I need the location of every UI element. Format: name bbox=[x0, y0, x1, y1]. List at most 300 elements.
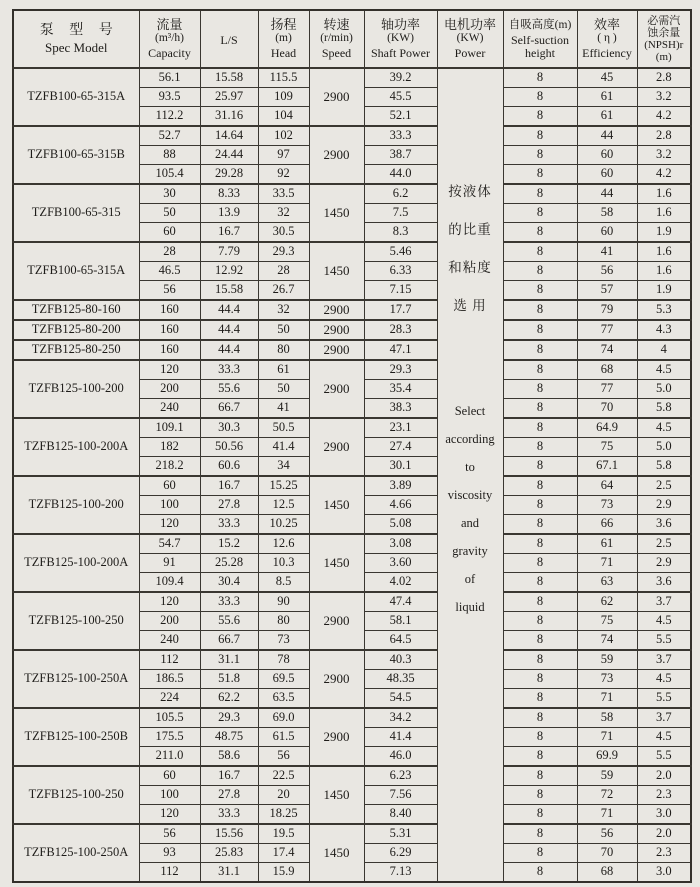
header-head-unit: (m) bbox=[275, 32, 292, 44]
head-cell: 78 bbox=[258, 650, 309, 670]
self-suction-cell: 8 bbox=[503, 204, 577, 223]
shaft-power-cell: 8.3 bbox=[364, 223, 437, 243]
npsh-cell: 4.5 bbox=[637, 670, 691, 689]
table-row bbox=[13, 68, 691, 88]
capacity-cell: 88 bbox=[139, 146, 200, 165]
shaft-power-cell: 58.1 bbox=[364, 612, 437, 631]
shaft-power-cell: 6.23 bbox=[364, 766, 437, 786]
table-row bbox=[13, 418, 691, 438]
header-suction-cn: 自吸高度(m) bbox=[508, 18, 572, 31]
head-cell: 92 bbox=[258, 165, 309, 185]
efficiency-cell: 60 bbox=[577, 165, 637, 185]
self-suction-cell: 8 bbox=[503, 689, 577, 709]
ls-cell: 31.1 bbox=[200, 650, 258, 670]
capacity-cell: 112.2 bbox=[139, 107, 200, 127]
shaft-power-cell: 46.0 bbox=[364, 747, 437, 767]
header-speed-cn: 转速 bbox=[323, 17, 350, 32]
capacity-cell: 56 bbox=[139, 281, 200, 301]
npsh-cell: 3.2 bbox=[637, 88, 691, 107]
ls-cell: 24.44 bbox=[200, 146, 258, 165]
ls-cell: 15.2 bbox=[200, 534, 258, 554]
head-cell: 80 bbox=[258, 612, 309, 631]
header-head bbox=[258, 10, 309, 68]
header-npsh-en: (NPSH)r bbox=[644, 39, 684, 51]
self-suction-cell: 8 bbox=[503, 146, 577, 165]
header-efficiency bbox=[577, 10, 637, 68]
model-cell: TZFB125-100-200 bbox=[13, 360, 139, 418]
head-cell: 8.5 bbox=[258, 573, 309, 593]
npsh-cell: 2.0 bbox=[637, 766, 691, 786]
capacity-cell: 30 bbox=[139, 184, 200, 204]
capacity-cell: 160 bbox=[139, 320, 200, 340]
power-note-cn-line: 选 用 bbox=[453, 298, 487, 313]
self-suction-cell: 8 bbox=[503, 165, 577, 185]
power-note-en-line: Select bbox=[454, 404, 486, 418]
npsh-cell: 5.8 bbox=[637, 399, 691, 419]
npsh-cell: 2.9 bbox=[637, 496, 691, 515]
npsh-cell: 4.5 bbox=[637, 728, 691, 747]
npsh-cell: 2.8 bbox=[637, 126, 691, 146]
npsh-cell: 3.7 bbox=[637, 592, 691, 612]
capacity-cell: 100 bbox=[139, 496, 200, 515]
efficiency-cell: 59 bbox=[577, 766, 637, 786]
efficiency-cell: 70 bbox=[577, 399, 637, 419]
self-suction-cell: 8 bbox=[503, 300, 577, 320]
npsh-cell: 5.8 bbox=[637, 457, 691, 477]
ls-cell: 58.6 bbox=[200, 747, 258, 767]
efficiency-cell: 64.9 bbox=[577, 418, 637, 438]
efficiency-cell: 60 bbox=[577, 146, 637, 165]
capacity-cell: 182 bbox=[139, 438, 200, 457]
head-cell: 104 bbox=[258, 107, 309, 127]
shaft-power-cell: 47.1 bbox=[364, 340, 437, 360]
header-model-en: Spec Model bbox=[45, 40, 108, 55]
capacity-cell: 93.5 bbox=[139, 88, 200, 107]
capacity-cell: 105.4 bbox=[139, 165, 200, 185]
efficiency-cell: 72 bbox=[577, 786, 637, 805]
head-cell: 12.6 bbox=[258, 534, 309, 554]
ls-cell: 30.4 bbox=[200, 573, 258, 593]
efficiency-cell: 45 bbox=[577, 68, 637, 88]
self-suction-cell: 8 bbox=[503, 515, 577, 535]
head-cell: 41.4 bbox=[258, 438, 309, 457]
shaft-power-cell: 5.08 bbox=[364, 515, 437, 535]
self-suction-cell: 8 bbox=[503, 844, 577, 863]
capacity-cell: 120 bbox=[139, 592, 200, 612]
header-shaft-en: Shaft Power bbox=[371, 46, 430, 60]
self-suction-cell: 8 bbox=[503, 592, 577, 612]
ls-cell: 44.4 bbox=[200, 300, 258, 320]
model-cell: TZFB125-100-250 bbox=[13, 766, 139, 824]
head-cell: 34 bbox=[258, 457, 309, 477]
ls-cell: 44.4 bbox=[200, 320, 258, 340]
shaft-power-cell: 7.5 bbox=[364, 204, 437, 223]
ls-cell: 29.3 bbox=[200, 708, 258, 728]
head-cell: 26.7 bbox=[258, 281, 309, 301]
ls-cell: 15.58 bbox=[200, 281, 258, 301]
self-suction-cell: 8 bbox=[503, 476, 577, 496]
self-suction-cell: 8 bbox=[503, 399, 577, 419]
shaft-power-cell: 29.3 bbox=[364, 360, 437, 380]
ls-cell: 30.3 bbox=[200, 418, 258, 438]
table-row bbox=[13, 766, 691, 786]
speed-cell: 1450 bbox=[309, 824, 364, 882]
capacity-cell: 160 bbox=[139, 340, 200, 360]
header-shaft-cn: 轴功率 bbox=[380, 17, 420, 32]
ls-cell: 27.8 bbox=[200, 496, 258, 515]
capacity-cell: 112 bbox=[139, 863, 200, 883]
power-note-en-line: liquid bbox=[455, 600, 485, 614]
efficiency-cell: 74 bbox=[577, 340, 637, 360]
header-npsh bbox=[637, 10, 691, 68]
head-cell: 15.9 bbox=[258, 863, 309, 883]
capacity-cell: 46.5 bbox=[139, 262, 200, 281]
head-cell: 63.5 bbox=[258, 689, 309, 709]
efficiency-cell: 61 bbox=[577, 88, 637, 107]
head-cell: 10.3 bbox=[258, 554, 309, 573]
npsh-cell: 2.0 bbox=[637, 824, 691, 844]
table-row bbox=[13, 320, 691, 340]
head-cell: 61 bbox=[258, 360, 309, 380]
efficiency-cell: 61 bbox=[577, 107, 637, 127]
header-npsh-cn: 必需汽 bbox=[647, 15, 681, 27]
shaft-power-cell: 28.3 bbox=[364, 320, 437, 340]
efficiency-cell: 60 bbox=[577, 223, 637, 243]
motor-power-note-cell bbox=[437, 68, 503, 882]
ls-cell: 31.16 bbox=[200, 107, 258, 127]
shaft-power-cell: 7.15 bbox=[364, 281, 437, 301]
self-suction-cell: 8 bbox=[503, 650, 577, 670]
speed-cell: 1450 bbox=[309, 476, 364, 534]
head-cell: 80 bbox=[258, 340, 309, 360]
head-cell: 32 bbox=[258, 204, 309, 223]
shaft-power-cell: 38.7 bbox=[364, 146, 437, 165]
model-cell: TZFB125-100-250A bbox=[13, 650, 139, 708]
self-suction-cell: 8 bbox=[503, 223, 577, 243]
model-cell: TZFB100-65-315 bbox=[13, 184, 139, 242]
ls-cell: 48.75 bbox=[200, 728, 258, 747]
capacity-cell: 91 bbox=[139, 554, 200, 573]
self-suction-cell: 8 bbox=[503, 786, 577, 805]
ls-cell: 66.7 bbox=[200, 631, 258, 651]
capacity-cell: 211.0 bbox=[139, 747, 200, 767]
table-row bbox=[13, 592, 691, 612]
power-note-cn-line: 的比重 bbox=[448, 222, 492, 237]
speed-cell: 1450 bbox=[309, 242, 364, 300]
efficiency-cell: 62 bbox=[577, 592, 637, 612]
ls-cell: 31.1 bbox=[200, 863, 258, 883]
head-cell: 17.4 bbox=[258, 844, 309, 863]
head-cell: 50 bbox=[258, 320, 309, 340]
header-head-en: Head bbox=[270, 46, 297, 60]
model-cell: TZFB125-80-250 bbox=[13, 340, 139, 360]
efficiency-cell: 44 bbox=[577, 126, 637, 146]
efficiency-cell: 71 bbox=[577, 689, 637, 709]
power-note-en-line: according bbox=[445, 432, 495, 446]
npsh-cell: 1.9 bbox=[637, 223, 691, 243]
efficiency-cell: 56 bbox=[577, 824, 637, 844]
self-suction-cell: 8 bbox=[503, 670, 577, 689]
efficiency-cell: 58 bbox=[577, 204, 637, 223]
capacity-cell: 54.7 bbox=[139, 534, 200, 554]
head-cell: 22.5 bbox=[258, 766, 309, 786]
self-suction-cell: 8 bbox=[503, 747, 577, 767]
npsh-cell: 3.6 bbox=[637, 573, 691, 593]
shaft-power-cell: 17.7 bbox=[364, 300, 437, 320]
efficiency-cell: 68 bbox=[577, 360, 637, 380]
efficiency-cell: 61 bbox=[577, 534, 637, 554]
shaft-power-cell: 48.35 bbox=[364, 670, 437, 689]
capacity-cell: 93 bbox=[139, 844, 200, 863]
speed-cell: 2900 bbox=[309, 126, 364, 184]
ls-cell: 44.4 bbox=[200, 340, 258, 360]
npsh-cell: 3.7 bbox=[637, 650, 691, 670]
header-shaft-power bbox=[364, 10, 437, 68]
speed-cell: 2900 bbox=[309, 708, 364, 766]
efficiency-cell: 63 bbox=[577, 573, 637, 593]
capacity-cell: 200 bbox=[139, 612, 200, 631]
efficiency-cell: 79 bbox=[577, 300, 637, 320]
head-cell: 69.0 bbox=[258, 708, 309, 728]
ls-cell: 14.64 bbox=[200, 126, 258, 146]
efficiency-cell: 66 bbox=[577, 515, 637, 535]
capacity-cell: 109.1 bbox=[139, 418, 200, 438]
shaft-power-cell: 64.5 bbox=[364, 631, 437, 651]
self-suction-cell: 8 bbox=[503, 631, 577, 651]
ls-cell: 51.8 bbox=[200, 670, 258, 689]
npsh-cell: 2.8 bbox=[637, 68, 691, 88]
shaft-power-cell: 54.5 bbox=[364, 689, 437, 709]
capacity-cell: 120 bbox=[139, 515, 200, 535]
header-ls-en: L/S bbox=[220, 32, 238, 47]
model-cell: TZFB125-100-250 bbox=[13, 592, 139, 650]
head-cell: 109 bbox=[258, 88, 309, 107]
capacity-cell: 200 bbox=[139, 380, 200, 399]
efficiency-cell: 74 bbox=[577, 631, 637, 651]
power-note-en-line: gravity bbox=[452, 544, 488, 558]
capacity-cell: 50 bbox=[139, 204, 200, 223]
power-note-cn-line: 和粘度 bbox=[448, 260, 492, 275]
header-efficiency-unit: ( η ) bbox=[597, 32, 617, 44]
header-suction-en2: height bbox=[525, 45, 555, 60]
npsh-cell: 3.6 bbox=[637, 515, 691, 535]
header-head-cn: 扬程 bbox=[270, 17, 297, 32]
header-model bbox=[13, 10, 139, 68]
table-row bbox=[13, 650, 691, 670]
speed-cell: 1450 bbox=[309, 184, 364, 242]
self-suction-cell: 8 bbox=[503, 107, 577, 127]
self-suction-cell: 8 bbox=[503, 728, 577, 747]
power-note-en-line: of bbox=[464, 572, 476, 586]
table-header bbox=[13, 10, 691, 68]
table-row bbox=[13, 340, 691, 360]
header-npsh-en2: (m) bbox=[655, 51, 672, 63]
speed-cell: 2900 bbox=[309, 340, 364, 360]
self-suction-cell: 8 bbox=[503, 496, 577, 515]
shaft-power-cell: 44.0 bbox=[364, 165, 437, 185]
head-cell: 29.3 bbox=[258, 242, 309, 262]
header-suction-en: Self-suction bbox=[511, 32, 569, 47]
model-cell: TZFB125-100-200 bbox=[13, 476, 139, 534]
capacity-cell: 186.5 bbox=[139, 670, 200, 689]
efficiency-cell: 71 bbox=[577, 805, 637, 825]
self-suction-cell: 8 bbox=[503, 340, 577, 360]
capacity-cell: 240 bbox=[139, 399, 200, 419]
capacity-cell: 60 bbox=[139, 223, 200, 243]
capacity-cell: 56.1 bbox=[139, 68, 200, 88]
head-cell: 20 bbox=[258, 786, 309, 805]
npsh-cell: 4.5 bbox=[637, 418, 691, 438]
capacity-cell: 60 bbox=[139, 476, 200, 496]
capacity-cell: 52.7 bbox=[139, 126, 200, 146]
model-cell: TZFB125-80-200 bbox=[13, 320, 139, 340]
shaft-power-cell: 5.31 bbox=[364, 824, 437, 844]
self-suction-cell: 8 bbox=[503, 438, 577, 457]
head-cell: 90 bbox=[258, 592, 309, 612]
self-suction-cell: 8 bbox=[503, 360, 577, 380]
npsh-cell: 2.3 bbox=[637, 844, 691, 863]
header-efficiency-en: Efficiency bbox=[582, 46, 632, 60]
speed-cell: 2900 bbox=[309, 418, 364, 476]
efficiency-cell: 73 bbox=[577, 496, 637, 515]
head-cell: 10.25 bbox=[258, 515, 309, 535]
npsh-cell: 4.3 bbox=[637, 320, 691, 340]
head-cell: 33.5 bbox=[258, 184, 309, 204]
self-suction-cell: 8 bbox=[503, 805, 577, 825]
efficiency-cell: 77 bbox=[577, 320, 637, 340]
self-suction-cell: 8 bbox=[503, 863, 577, 883]
shaft-power-cell: 27.4 bbox=[364, 438, 437, 457]
ls-cell: 16.7 bbox=[200, 223, 258, 243]
capacity-cell: 240 bbox=[139, 631, 200, 651]
npsh-cell: 4.5 bbox=[637, 360, 691, 380]
header-model-cn: 泵 型 号 bbox=[39, 23, 119, 38]
ls-cell: 33.3 bbox=[200, 592, 258, 612]
npsh-cell: 1.9 bbox=[637, 281, 691, 301]
head-cell: 97 bbox=[258, 146, 309, 165]
header-npsh-cn2: 蚀余量 bbox=[647, 27, 681, 39]
power-note-en-line: viscosity bbox=[447, 488, 493, 502]
table-row bbox=[13, 184, 691, 204]
efficiency-cell: 58 bbox=[577, 708, 637, 728]
power-note-cn bbox=[438, 173, 503, 325]
head-cell: 73 bbox=[258, 631, 309, 651]
head-cell: 56 bbox=[258, 747, 309, 767]
efficiency-cell: 75 bbox=[577, 612, 637, 631]
model-cell: TZFB125-100-250B bbox=[13, 708, 139, 766]
efficiency-cell: 71 bbox=[577, 728, 637, 747]
self-suction-cell: 8 bbox=[503, 126, 577, 146]
header-speed bbox=[309, 10, 364, 68]
ls-cell: 12.92 bbox=[200, 262, 258, 281]
header-speed-en: Speed bbox=[321, 46, 352, 60]
self-suction-cell: 8 bbox=[503, 88, 577, 107]
head-cell: 18.25 bbox=[258, 805, 309, 825]
shaft-power-cell: 6.2 bbox=[364, 184, 437, 204]
shaft-power-cell: 3.60 bbox=[364, 554, 437, 573]
capacity-cell: 100 bbox=[139, 786, 200, 805]
self-suction-cell: 8 bbox=[503, 418, 577, 438]
ls-cell: 16.7 bbox=[200, 476, 258, 496]
npsh-cell: 3.2 bbox=[637, 146, 691, 165]
power-note-cn-line: 按液体 bbox=[448, 184, 492, 199]
npsh-cell: 3.0 bbox=[637, 805, 691, 825]
ls-cell: 15.58 bbox=[200, 68, 258, 88]
efficiency-cell: 77 bbox=[577, 380, 637, 399]
model-cell: TZFB125-100-250A bbox=[13, 824, 139, 882]
head-cell: 61.5 bbox=[258, 728, 309, 747]
shaft-power-cell: 6.33 bbox=[364, 262, 437, 281]
shaft-power-cell: 45.5 bbox=[364, 88, 437, 107]
ls-cell: 33.3 bbox=[200, 515, 258, 535]
ls-cell: 7.79 bbox=[200, 242, 258, 262]
efficiency-cell: 75 bbox=[577, 438, 637, 457]
header-capacity-en: Capacity bbox=[148, 46, 191, 60]
speed-cell: 2900 bbox=[309, 650, 364, 708]
model-cell: TZFB125-100-200A bbox=[13, 418, 139, 476]
power-note-en-line: and bbox=[460, 516, 480, 530]
efficiency-cell: 44 bbox=[577, 184, 637, 204]
header-capacity bbox=[139, 10, 200, 68]
efficiency-cell: 64 bbox=[577, 476, 637, 496]
shaft-power-cell: 6.29 bbox=[364, 844, 437, 863]
table-row bbox=[13, 708, 691, 728]
capacity-cell: 160 bbox=[139, 300, 200, 320]
efficiency-cell: 71 bbox=[577, 554, 637, 573]
self-suction-cell: 8 bbox=[503, 457, 577, 477]
shaft-power-cell: 8.40 bbox=[364, 805, 437, 825]
npsh-cell: 3.7 bbox=[637, 708, 691, 728]
efficiency-cell: 73 bbox=[577, 670, 637, 689]
npsh-cell: 2.3 bbox=[637, 786, 691, 805]
shaft-power-cell: 4.66 bbox=[364, 496, 437, 515]
self-suction-cell: 8 bbox=[503, 573, 577, 593]
power-note-en bbox=[438, 397, 503, 621]
efficiency-cell: 41 bbox=[577, 242, 637, 262]
ls-cell: 62.2 bbox=[200, 689, 258, 709]
header-row bbox=[13, 10, 691, 68]
ls-cell: 60.6 bbox=[200, 457, 258, 477]
shaft-power-cell: 40.3 bbox=[364, 650, 437, 670]
efficiency-cell: 69.9 bbox=[577, 747, 637, 767]
capacity-cell: 56 bbox=[139, 824, 200, 844]
model-cell: TZFB100-65-315B bbox=[13, 126, 139, 184]
npsh-cell: 4.5 bbox=[637, 612, 691, 631]
header-power-cn: 电机功率 bbox=[443, 17, 496, 32]
npsh-cell: 5.0 bbox=[637, 380, 691, 399]
npsh-cell: 4 bbox=[637, 340, 691, 360]
header-efficiency-cn: 效率 bbox=[593, 17, 620, 32]
shaft-power-cell: 38.3 bbox=[364, 399, 437, 419]
self-suction-cell: 8 bbox=[503, 612, 577, 631]
pump-spec-table bbox=[12, 9, 692, 883]
ls-cell: 27.8 bbox=[200, 786, 258, 805]
self-suction-cell: 8 bbox=[503, 281, 577, 301]
ls-cell: 25.83 bbox=[200, 844, 258, 863]
self-suction-cell: 8 bbox=[503, 534, 577, 554]
ls-cell: 25.97 bbox=[200, 88, 258, 107]
self-suction-cell: 8 bbox=[503, 824, 577, 844]
capacity-cell: 109.4 bbox=[139, 573, 200, 593]
table-row bbox=[13, 360, 691, 380]
head-cell: 15.25 bbox=[258, 476, 309, 496]
head-cell: 12.5 bbox=[258, 496, 309, 515]
ls-cell: 16.7 bbox=[200, 766, 258, 786]
shaft-power-cell: 47.4 bbox=[364, 592, 437, 612]
shaft-power-cell: 5.46 bbox=[364, 242, 437, 262]
npsh-cell: 1.6 bbox=[637, 242, 691, 262]
shaft-power-cell: 3.89 bbox=[364, 476, 437, 496]
